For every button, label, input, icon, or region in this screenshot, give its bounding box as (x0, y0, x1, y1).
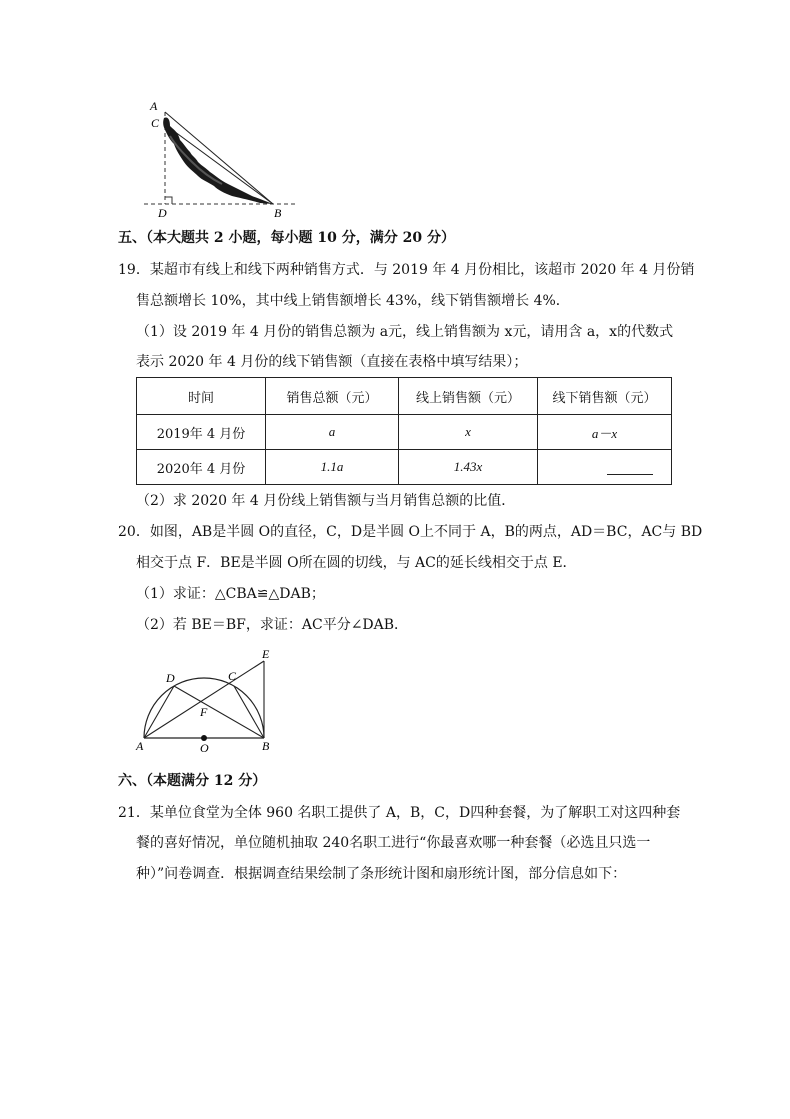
right-angle-mark (165, 197, 172, 204)
mountain-figure (140, 96, 300, 222)
q20-line2: 相交于点 F．BE是半圆 O所在圆的切线，与 AC的延长线相交于点 E． (136, 555, 577, 571)
q21-line1: 21．某单位食堂为全体 960 名职工提供了 A，B，C，D四种套餐，为了解职工对这四种套 (118, 805, 681, 821)
table-header-row (137, 378, 672, 415)
label-E: E (262, 647, 270, 661)
cell-online: 1.43x (399, 450, 538, 485)
segment-BD (174, 686, 264, 738)
header-offline: 线下销售额（元） (538, 378, 672, 415)
line-AB (165, 112, 273, 204)
table-row (137, 415, 672, 450)
q20-part1: （1）求证：△CBA≌△DAB； (136, 586, 325, 602)
cell-time: 2019年 4 月份 (137, 415, 266, 450)
label-D: D (166, 671, 175, 685)
q20-part2: （2）若 BE＝BF，求证：AC平分∠DAB． (136, 617, 409, 633)
segment-AD (144, 686, 174, 738)
label-F: F (200, 705, 208, 719)
label-C: C (228, 669, 237, 683)
mountain-silhouette (163, 117, 273, 204)
section-5-title: 五、（本大题共 2 小题，每小题 10 分，满分 20 分） (118, 230, 455, 246)
q19-part2: （2）求 2020 年 4 月份线上销售额与当月销售总额的比值． (136, 493, 516, 509)
q19-line2: 售总额增长 10%，其中线上销售额增长 43%，线下销售额增长 4%． (136, 293, 570, 309)
q19-line1: 19．某超市有线上和线下两种销售方式．与 2019 年 4 月份相比，该超市 2020 年 4 月份销 (118, 262, 695, 278)
line-CB (167, 126, 273, 204)
label-A: A (150, 99, 158, 113)
header-time: 时间 (137, 378, 266, 415)
label-D: D (158, 206, 167, 220)
cell-offline-answer[interactable] (538, 450, 672, 485)
sales-table (136, 377, 672, 485)
header-total: 销售总额（元） (266, 378, 399, 415)
segment-BC (234, 686, 264, 738)
q21-line2: 餐的喜好情况，单位随机抽取 240名职工进行“你最喜欢哪一种套餐（必选且只选一 (136, 835, 651, 851)
label-B: B (262, 739, 270, 753)
label-B: B (274, 206, 282, 220)
table-row (137, 450, 672, 485)
header-online: 线上销售额（元） (399, 378, 538, 415)
cell-offline: a－x (538, 415, 672, 450)
q19-part1-line1: （1）设 2019 年 4 月份的销售总额为 a元，线上销售额为 x元，请用含 a，x的代数式 (136, 324, 674, 340)
label-C: C (151, 116, 160, 130)
cell-online: x (399, 415, 538, 450)
cell-time: 2020年 4 月份 (137, 450, 266, 485)
section-6-title: 六、（本题满分 12 分） (118, 773, 267, 789)
q19-part1-line2: 表示 2020 年 4 月份的线下销售额（直接在表格中填写结果）； (136, 354, 528, 370)
label-O: O (200, 741, 209, 755)
semicircle-figure (134, 646, 284, 756)
q21-line3: 种）”问卷调查．根据调查结果绘制了条形统计图和扇形统计图，部分信息如下： (136, 866, 627, 882)
cell-total: 1.1a (266, 450, 399, 485)
answer-blank[interactable] (607, 462, 653, 475)
label-A: A (136, 739, 144, 753)
q20-line1: 20．如图，AB是半圆 O的直径，C，D是半圆 O上不同于 A，B的两点，AD＝BC，AC与 BD (118, 524, 703, 540)
cell-total: a (266, 415, 399, 450)
segment-AE (144, 661, 264, 738)
